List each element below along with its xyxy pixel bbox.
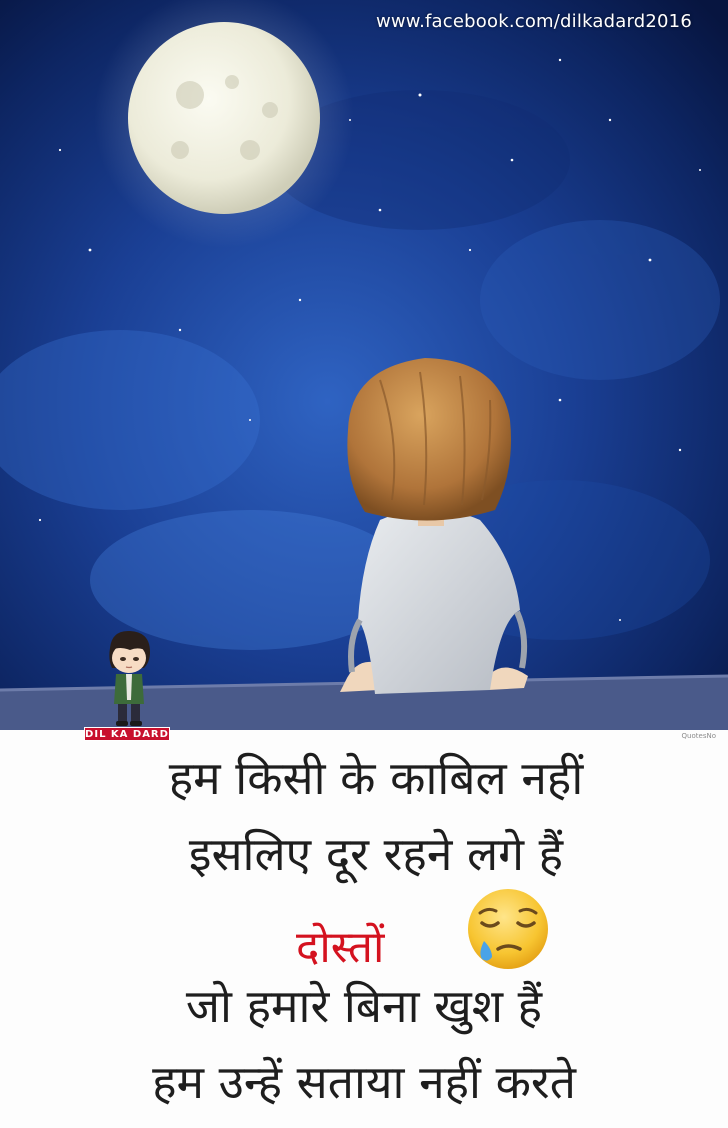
quote-line-5: हम उन्हें सताया नहीं करते (152, 1055, 576, 1109)
quote-line-4: जो हमारे बिना खुश हैं (185, 979, 543, 1033)
boy-sticker-icon (96, 628, 160, 728)
moon (128, 22, 320, 214)
quote-line-2: इसलिए दूर रहने लगे हैं (188, 827, 564, 881)
quote-line-1: हम किसी के काबिल नहीं (168, 751, 584, 805)
image-credit: QuotesNo (681, 732, 716, 740)
highlight-word: दोस्तों (296, 922, 385, 973)
source-url: www.facebook.com/dilkadard2016 (375, 11, 692, 32)
sad-tear-emoji-icon (462, 885, 554, 973)
brand-badge: DIL KA DARD (85, 729, 169, 740)
